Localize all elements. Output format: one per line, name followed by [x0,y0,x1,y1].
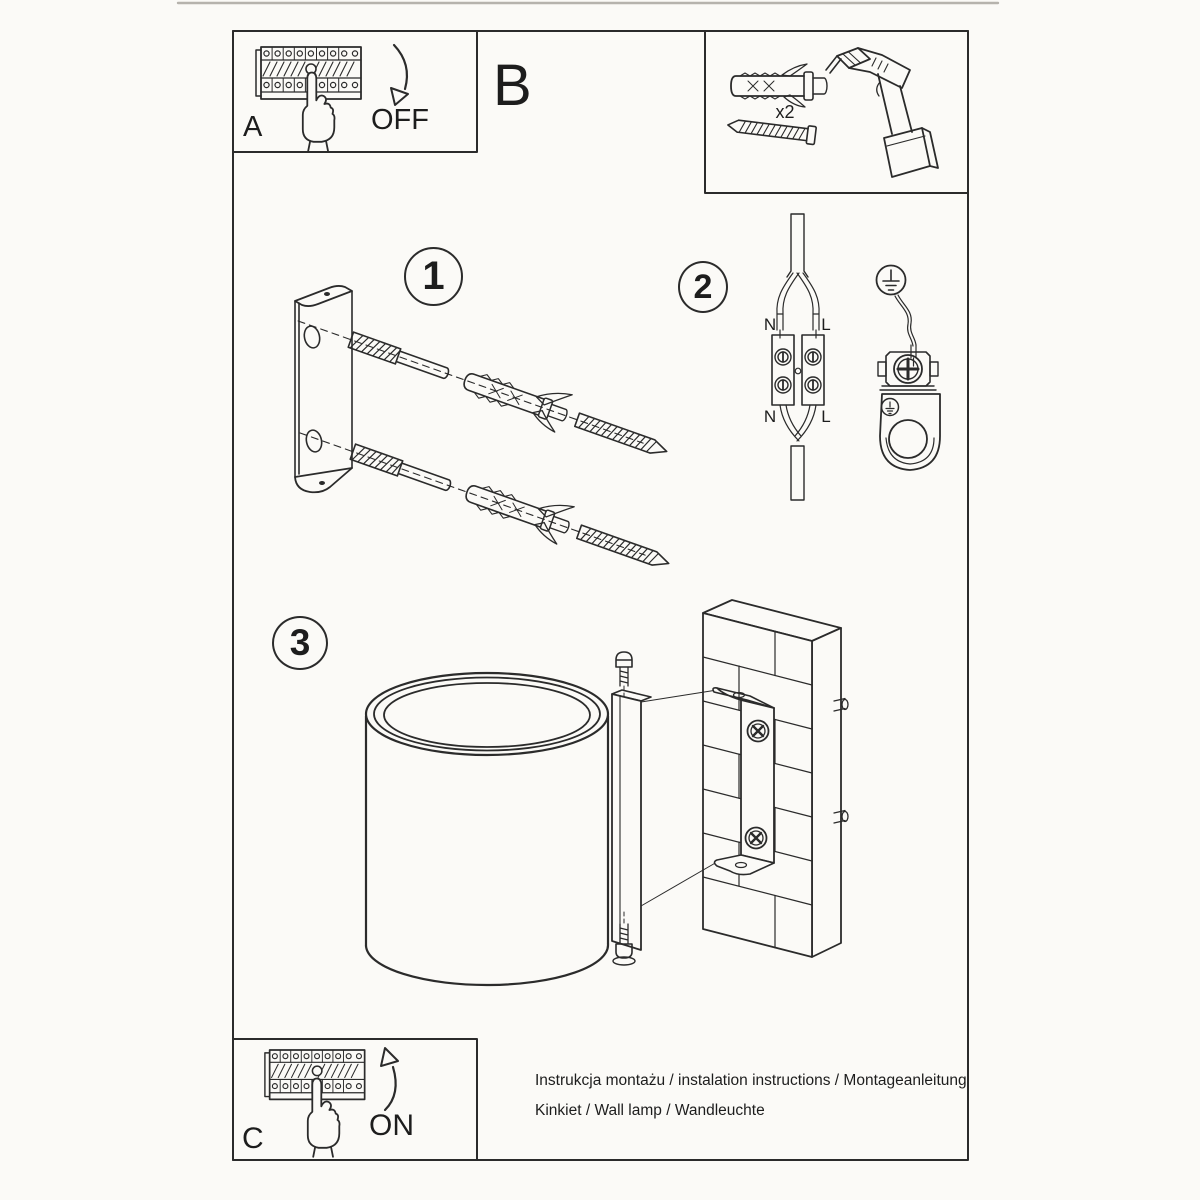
ground-terminal-icon [878,352,938,390]
step-2-number: 2 [693,267,713,306]
panel-a-label: A [243,111,263,143]
panel-c-label: C [242,1122,264,1155]
step-3-badge [272,616,328,670]
step3-illustration [366,600,848,985]
step1-illustration [292,286,676,581]
wire-label-l-top: L [821,315,831,334]
lamp-back-plate-icon [612,690,651,950]
step-3-number: 3 [289,622,311,663]
arrow-up-icon [381,1048,398,1110]
panel-c-on-label: ON [369,1109,414,1142]
arrow-down-icon [391,45,408,105]
earth-symbol-icon [877,266,906,295]
screw-anchor-set-top [292,300,674,469]
wall-anchor-icon [731,64,827,107]
pointing-hand-icon [303,73,335,151]
step-1-badge [404,247,463,306]
wire-label-l-bottom: L [821,407,831,426]
drill-icon [826,48,938,177]
mounting-bracket-icon [295,286,352,492]
caption-line-1: Instrukcja montażu / instalation instructions / Montageanleitung [535,1072,967,1089]
content-frame [233,31,968,1160]
cable-top-icon [777,214,819,338]
section-b-label: B [493,53,532,118]
step2-illustration [772,214,940,500]
terminal-block-icon [772,335,824,405]
wire-label-n-bottom: N [763,407,777,426]
anchor-quantity-label: x2 [775,102,795,122]
caption-block [535,1066,967,1126]
screw-anchor-set-bottom [294,412,676,581]
step-1-number: 1 [422,254,445,298]
wire-label-n-top: N [763,315,777,334]
pointing-hand-icon [308,1079,340,1157]
cable-bottom-icon [780,405,816,500]
ground-bracket-icon [880,394,940,470]
caption-line-2: Kinkiet / Wall lamp / Wandleuchte [535,1102,765,1119]
lamp-cylinder-icon [366,673,608,985]
step-2-badge [678,261,728,313]
panel-b-illustration [727,48,938,177]
panel-a-off-label: OFF [371,104,429,136]
brick-wall-icon [703,600,848,957]
